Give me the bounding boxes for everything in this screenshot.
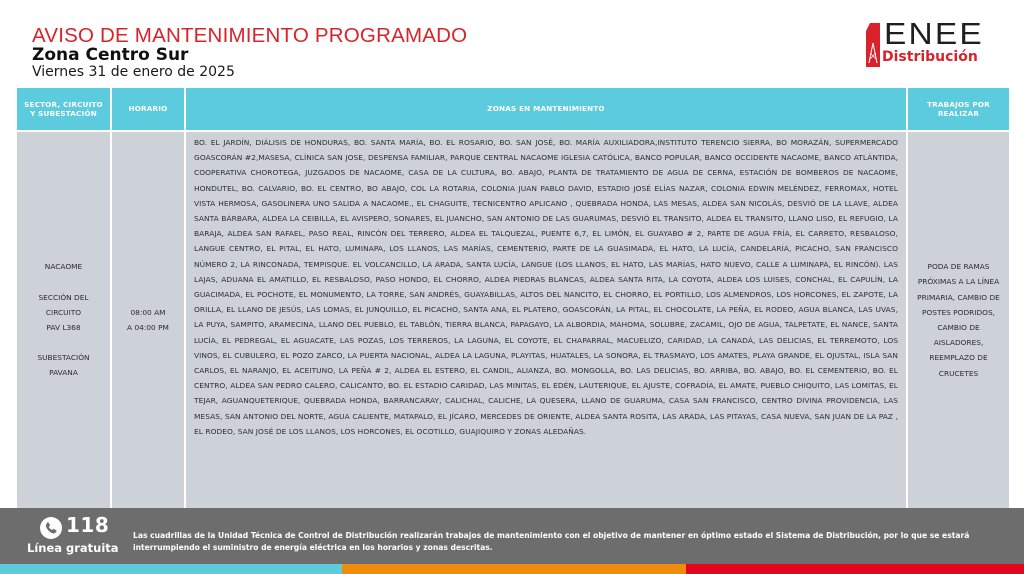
schedule-end: A 04:00 PM <box>127 323 169 332</box>
work-description: PODA DE RAMAS PRÓXIMAS A LA LÍNEA PRIMARIA, CAMBIO DE POSTES PODRIDOS, CAMBIO DE AISLADORES, REEMPLAZO DE CRUCETES <box>917 262 1000 378</box>
phone-icon <box>40 517 62 539</box>
enee-logo <box>864 16 1009 72</box>
substation-name: PAVANA <box>49 368 78 378</box>
circuit-id: PAV L368 <box>46 323 81 332</box>
logo-subtitle: Distribución <box>882 49 978 65</box>
header <box>0 0 1024 88</box>
utility-pole-icon <box>866 23 880 67</box>
table-row <box>17 132 1009 508</box>
logo-wordmark: ENEE <box>884 16 984 51</box>
hotline-label: Línea gratuita <box>27 541 119 555</box>
page-title: AVISO DE MANTENIMIENTO PROGRAMADO <box>32 24 468 47</box>
sector-name: NACAOME <box>44 262 83 272</box>
column-header-work: TRABAJOS POR REALIZAR <box>908 88 1009 130</box>
schedule-cell <box>112 132 184 508</box>
schedule-start: 08:00 AM <box>130 307 166 317</box>
work-cell <box>908 132 1009 508</box>
circuit-label: SECCIÓN DEL CIRCUITO <box>38 292 89 317</box>
stripe-cyan <box>0 564 342 574</box>
hotline-number: 118 <box>66 513 110 537</box>
substation-label: SUBESTACIÓN <box>37 353 90 363</box>
zones-list: BO. EL JARDÍN, DIÁLISIS DE HONDURAS, BO. SANTA MARÍA, BO. EL ROSARIO, BO. SAN JOSÉ, BO. MARÍA AUXILIADORA,INSTITUTO TERENCIO SIERRA, BO MORAZÁN, SUPERMERCADO GOASCORÁN #2,MASESA, CLÍNICA SAN JOSE, DESPENSA FAMILIAR, PARQUE CENTRAL NACAOME IGLESIA CATÓLICA, BANCO POPULAR, BANCO OCCIDENTE NACAOME, BANCO ATLÁNTIDA, COOPERATIVA CHOROTEGA, JUZGADOS DE NACAOME, CASA DE LA CULTURA, BO. ABAJO, PLANTA DE TRATAMIENTO DE AGUA DE CERNA, ESTACIÓN DE BOMBEROS DE NACAOME, HONDUTEL, BO. CALVARIO, BO. EL CENTRO, BO ABAJO, COL LA ROTARIA, COLONIA JUAN PABLO DAVID, ESTADIO JOSÉ ELÍAS NAZAR, COLONIA EDWIN MELÉNDEZ, FERROMAX, HOTEL VISTA HERMOSA, GASOLINERA UNO SALIDA A NACAOME., EL CHAGUITE, TECNICENTRO APLICANO , QUEBRADA HONDA, LAS MESAS, ALDEA SAN NICOLÁS, DESVIÓ DE LA LLAVE, ALDEA SANTA BÁRBARA, ALDEA LA CEIBILLA, EL AVISPERO, SONARES, EL JUANCHO, SAN ANTONIO DE LAS GUARUMAS, DESVIÓ EL TRANSITO, ALDEA EL TRANSITO, LLANO LISO, EL REFUGIO, LA BARAJA, ALDEA SAN RAFAEL, PASO REAL, RINCÓN DEL TERRERO, ALDEA EL TALQUEZAL, PUENTE 6,7, EL LIMÓN, EL GUAYABO # 2, PARTE DE AGUA FRÍA, EL CARRETO, RESBALOSO, LANGUE CENTRO, EL PITAL, EL HATO, LUMINAPA, LOS LLANOS, LAS MARÍAS, CEMENTERIO, PARTE DE LA GUASIMADA, EL HATO, LA LUCÍA, CANDELARÍA, PICACHO, SAN FRANCISCO NÚMERO 2, LA RINCONADA, TEMPISQUE. EL VOLCANCILLO, LA ARADA, SANTA LUCÍA, LANGUE (LOS LLANOS, EL HATO, LAS MARÍAS, HATO NUEVO, CALLE A LUMINAPA, EL RINCÓN). LAS LAJAS, ADUANA EL AMATILLO, EL RESBALOSO, PASO HONDO, EL CHORRO, ALDEA PIEDRAS BLANCAS, ALDEA SANTA RITA, LA COYOTA, ALDEA LOS LUISES, CONCHAL, EL CAPULÍN, LA GUACIMADA, EL POCHOTE, EL MONUMENTO, LA TORRE, SAN ANDRÉS, GUAYABILLAS, ALTOS DEL NANCITO, EL CHORRO, EL PORTILLO, LOS ALMENDROS, LOS HORCONES, EL ZAPOTE, LA ORILLA, EL LLANO DE JESÚS, LAS LOMAS, EL JUNQUILLO, EL PICACHO, SANTA ANA, EL PLATERO, GOASCORÁN, LA PITAL, EL CHOCOLATE, LA PEÑA, EL RODEO, AGUA BLANCA, LAS UVAS, LA PUYA, SAMPITO, ARAMECINA, LLANO DEL PUEBLO, EL TABLÓN, TIERRA BLANCA, PAPAGAYO, LA ALBORDIA, MAHOMA, SOLUBRE, ZACAMIL, OJO DE AGUA, TALPETATE, EL NANCE, SANTA LUCÍA, EL PEDREGAL, EL AGUACATE, LAS POZAS, LOS TERREROS, LA LAGUNA, EL COYOTE, EL CHAPARRAL, MACUELIZO, CARIDAD, LA CANADÁ, LAS DELICIAS, EL TERREMOTO, LOS VINOS, EL CUBULERO, EL POZO ZARCO, LA PUERTA NACIONAL, ALDEA LA LAGUNA, PLAYITAS, HUATALES, LA SONORA, EL TRASMAYO, LOS AMATES, PLAYA GRANDE, EL OJUSTAL, ISLA SAN CARLOS, EL NARANJO, EL ACEITUNO, LA PEÑA # 2, ALDEA EL ESTERO, EL CANDIL, ALIANZA, BO. MONGOLLA, BO. LAS DELICIAS, BO. ARRIBA, BO. ABAJO, BO. EL CEMENTERIO, BO. EL CENTRO, ALDEA SAN PEDRO CALERO, CALICANTO, BO. EL ESTADIO CARIDAD, LAS MINITAS, EL EDÉN, LAUTERIQUE, EL AJUSTE, COFRADÍA, EL AMATE, PUEBLO CHIQUITO, LAS LOMITAS, EL TEJAR, AGUANQUETERIQUE, QUEBRADA HONDA, BARRANCARAY, CALICHAL, CALICHE, LA QUESERA, LLANO DE GUARUMA, CASA SAN FRANCISCO, CENTRO DIVINA PROVIDENCIA, LAS MESAS, SAN ANTONIO DEL NORTE, AGUA CALIENTE, MATAPALO, EL JÍCARO, MERCEDES DE ORIENTE, ALDEA SANTA ROSITA, LAS ARADA, LAS PITAYAS, CASA NUEVA, SAN JUAN DE LA PAZ , EL RODEO, SAN JOSÉ DE LOS LLANOS, LOS HORCONES, EL OCOTILLO, GUAJIQUIRO Y ZONAS ALEDAÑAS. <box>194 138 898 436</box>
column-header-schedule: HORARIO <box>112 88 184 130</box>
sector-cell <box>17 132 110 508</box>
maintenance-table <box>17 88 1009 508</box>
table-header <box>17 88 1009 130</box>
zone-title: Zona Centro Sur <box>32 45 189 65</box>
stripe-red <box>686 564 1024 574</box>
zones-cell <box>186 132 906 508</box>
hotline <box>26 513 126 558</box>
footer <box>0 508 1024 564</box>
footer-notice: Las cuadrillas de la Unidad Técnica de Control de Distribución realizarán trabajos de mantenimiento con el objetivo de mantener en óptimo estado el Sistema de Distribución, por lo que se estará interrumpiendo el suministro de energía eléctrica en los horarios y zonas descritas. <box>133 531 970 552</box>
stripe-orange <box>342 564 686 574</box>
date-label: Viernes 31 de enero de 2025 <box>32 64 235 80</box>
column-header-sector: SECTOR, CIRCUITO Y SUBESTACIÓN <box>17 88 110 130</box>
column-header-zones: ZONAS EN MANTENIMIENTO <box>186 88 906 130</box>
